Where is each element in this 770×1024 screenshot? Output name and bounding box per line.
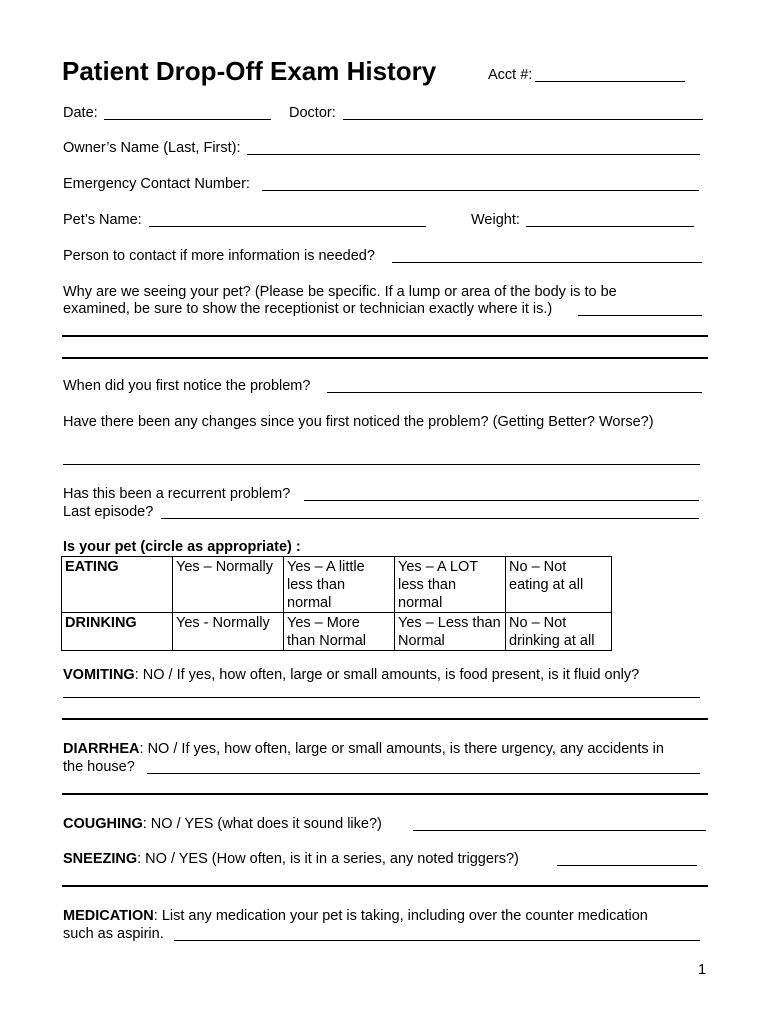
date-label: Date: xyxy=(63,105,98,121)
reason-answer-line-1[interactable] xyxy=(62,335,708,337)
recurrent-field[interactable] xyxy=(304,500,699,501)
owner-name-label: Owner’s Name (Last, First): xyxy=(63,140,241,156)
first-notice-field[interactable] xyxy=(327,392,702,393)
appetite-table xyxy=(61,556,612,651)
sneezing-answer-line-2[interactable] xyxy=(62,885,708,887)
last-episode-field[interactable] xyxy=(161,518,699,519)
medication-label: MEDICATION xyxy=(63,908,154,924)
weight-label: Weight: xyxy=(471,212,520,228)
recurrent-label: Has this been a recurrent problem? xyxy=(63,486,291,502)
drinking-option-3[interactable]: Yes – Less than Normal xyxy=(395,613,506,651)
drinking-option-2[interactable]: Yes – More than Normal xyxy=(284,613,395,651)
sneezing-text: : NO / YES (How often, is it in a series, any noted triggers?) xyxy=(137,851,519,867)
changes-label: Have there been any changes since you first noticed the problem? (Getting Better? Worse?) xyxy=(63,414,654,430)
reason-answer-line-2[interactable] xyxy=(62,357,708,359)
vomiting-label: VOMITING xyxy=(63,667,135,683)
coughing-answer-line[interactable] xyxy=(413,830,706,831)
weight-field[interactable] xyxy=(526,226,694,227)
diarrhea-label: DIARRHEA xyxy=(63,741,140,757)
page-number: 1 xyxy=(698,962,707,978)
diarrhea-text-line2: the house? xyxy=(63,759,135,775)
sneezing-answer-line[interactable] xyxy=(557,865,697,866)
eating-option-4[interactable]: No – Not eating at all xyxy=(506,557,612,613)
drinking-option-4[interactable]: No – Not drinking at all xyxy=(506,613,612,651)
doctor-label: Doctor: xyxy=(289,105,336,121)
drinking-option-1[interactable]: Yes - Normally xyxy=(173,613,284,651)
appetite-heading: Is your pet (circle as appropriate) : xyxy=(63,539,301,555)
diarrhea-answer-line-2[interactable] xyxy=(62,793,708,795)
page-title: Patient Drop-Off Exam History xyxy=(62,56,437,86)
vomiting-text: : NO / If yes, how often, large or small amounts, is food present, is it fluid only? xyxy=(134,667,640,683)
drinking-label: DRINKING xyxy=(62,613,173,651)
contact-person-field[interactable] xyxy=(392,262,702,263)
acct-field[interactable] xyxy=(535,81,685,82)
table-row-eating xyxy=(62,557,612,613)
vomiting-question xyxy=(63,667,639,683)
vomiting-answer-line[interactable] xyxy=(63,697,700,698)
diarrhea-answer-line[interactable] xyxy=(147,773,700,774)
sneezing-label: SNEEZING xyxy=(63,851,138,867)
doctor-field[interactable] xyxy=(343,119,703,120)
vomiting-answer-line-2[interactable] xyxy=(62,718,708,720)
coughing-label: COUGHING xyxy=(63,816,143,832)
emergency-contact-field[interactable] xyxy=(262,190,699,191)
sneezing-question xyxy=(63,851,519,867)
pet-name-field[interactable] xyxy=(149,226,426,227)
diarrhea-text-line1: : NO / If yes, how often, large or small amounts, is there urgency, any accidents in xyxy=(139,741,664,757)
last-episode-label: Last episode? xyxy=(63,504,154,520)
medication-text-line1: : List any medication your pet is taking, including over the counter medication xyxy=(153,908,648,924)
table-row-drinking xyxy=(62,613,612,651)
pet-name-label: Pet’s Name: xyxy=(63,212,142,228)
medication-question xyxy=(63,908,648,924)
reason-question-line2: examined, be sure to show the receptionist or technician exactly where it is.) xyxy=(63,301,553,317)
emergency-contact-label: Emergency Contact Number: xyxy=(63,176,250,192)
eating-label: EATING xyxy=(62,557,173,613)
date-field[interactable] xyxy=(104,119,271,120)
eating-option-3[interactable]: Yes – A LOT less than normal xyxy=(395,557,506,613)
coughing-text: : NO / YES (what does it sound like?) xyxy=(142,816,382,832)
reason-question-line1: Why are we seeing your pet? (Please be specific. If a lump or area of the body is to be xyxy=(63,284,617,300)
diarrhea-question xyxy=(63,741,664,757)
acct-label: Acct #: xyxy=(488,67,533,83)
eating-option-1[interactable]: Yes – Normally xyxy=(173,557,284,613)
changes-field[interactable] xyxy=(63,464,700,465)
contact-person-label: Person to contact if more information is needed? xyxy=(63,248,375,264)
owner-name-field[interactable] xyxy=(247,154,700,155)
medication-answer-line[interactable] xyxy=(174,940,700,941)
eating-option-2[interactable]: Yes – A little less than normal xyxy=(284,557,395,613)
first-notice-label: When did you first notice the problem? xyxy=(63,378,311,394)
coughing-question xyxy=(63,816,382,832)
medication-text-line2: such as aspirin. xyxy=(63,926,164,942)
reason-field[interactable] xyxy=(578,315,702,316)
